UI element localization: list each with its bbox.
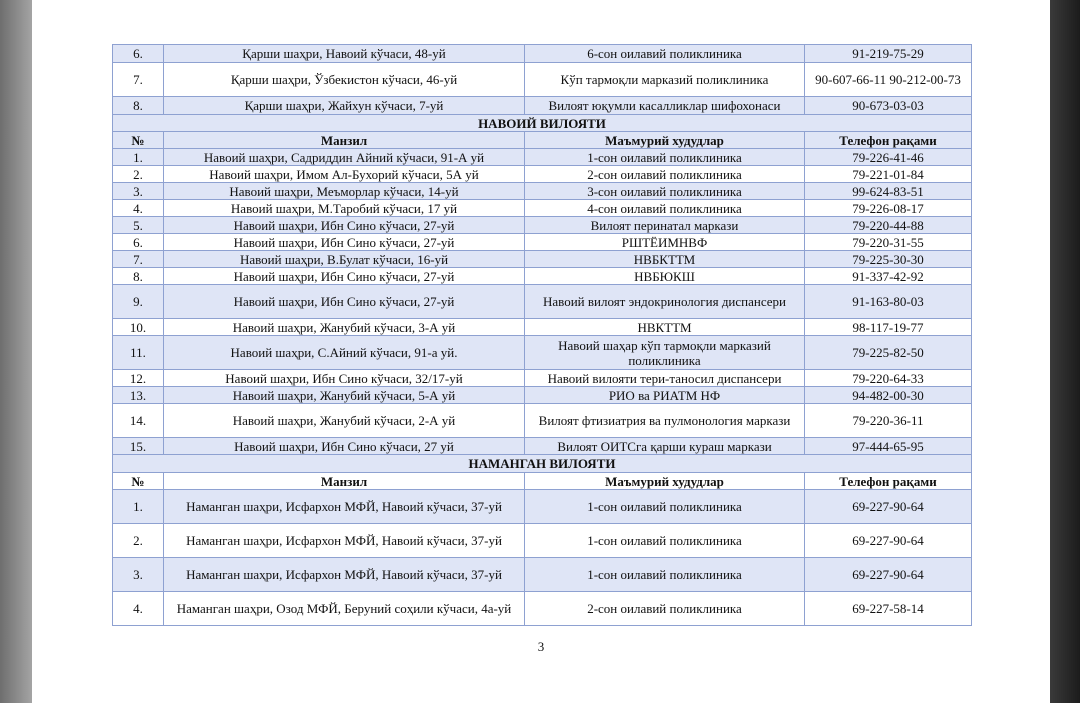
row-phone: 79-226-08-17 <box>805 200 972 217</box>
header-number: № <box>113 473 164 490</box>
region-title-navoi: НАВОИЙ ВИЛОЯТИ <box>113 115 972 132</box>
row-address: Навоий шаҳри, Жанубий кўчаси, 2-А уй <box>164 404 525 438</box>
row-address: Наманган шаҳри, Исфархон МФЙ, Навоий кўчаси, 37-уй <box>164 524 525 558</box>
row-phone: 69-227-90-64 <box>805 558 972 592</box>
table-row <box>113 285 972 319</box>
row-organization: 4-сон оилавий поликлиника <box>525 200 805 217</box>
page-shadow-left <box>0 0 32 703</box>
row-number: 3. <box>113 183 164 200</box>
row-number: 9. <box>113 285 164 319</box>
table-row <box>113 45 972 63</box>
row-number: 5. <box>113 217 164 234</box>
row-phone: 69-227-90-64 <box>805 490 972 524</box>
row-address: Навоий шаҳри, М.Таробий кўчаси, 17 уй <box>164 200 525 217</box>
polyclinic-table <box>112 44 972 626</box>
row-number: 1. <box>113 149 164 166</box>
header-phone: Телефон рақами <box>805 132 972 149</box>
row-organization: Кўп тармоқли марказий поликлиника <box>525 63 805 97</box>
row-number: 6. <box>113 234 164 251</box>
table-row <box>113 217 972 234</box>
table-row <box>113 404 972 438</box>
row-organization: НВКТТМ <box>525 319 805 336</box>
row-address: Қарши шаҳри, Жайхун кўчаси, 7-уй <box>164 97 525 115</box>
row-address: Наманган шаҳри, Озод МФЙ, Беруний соҳили кўчаси, 4а-уй <box>164 592 525 626</box>
row-phone: 94-482-00-30 <box>805 387 972 404</box>
row-phone: 69-227-58-14 <box>805 592 972 626</box>
table-row <box>113 251 972 268</box>
table-row <box>113 336 972 370</box>
header-address: Манзил <box>164 473 525 490</box>
row-number: 6. <box>113 45 164 63</box>
table-row <box>113 438 972 455</box>
header-row <box>113 132 972 149</box>
row-phone: 91-219-75-29 <box>805 45 972 63</box>
header-row <box>113 473 972 490</box>
header-phone: Телефон рақами <box>805 473 972 490</box>
row-number: 4. <box>113 200 164 217</box>
row-address: Навоий шаҳри, Меъморлар кўчаси, 14-уй <box>164 183 525 200</box>
row-phone: 90-673-03-03 <box>805 97 972 115</box>
row-address: Наманган шаҳри, Исфархон МФЙ, Навоий кўчаси, 37-уй <box>164 558 525 592</box>
row-organization: Вилоят фтизиатрия ва пулмонология маркази <box>525 404 805 438</box>
region-title-namangan: НАМАНГАН ВИЛОЯТИ <box>113 455 972 473</box>
row-number: 7. <box>113 251 164 268</box>
row-address: Навоий шаҳри, Жанубий кўчаси, 3-А уй <box>164 319 525 336</box>
row-address: Навоий шаҳри, Имом Ал-Бухорий кўчаси, 5А уй <box>164 166 525 183</box>
row-phone: 79-220-36-11 <box>805 404 972 438</box>
row-address: Навоий шаҳри, Ибн Сино кўчаси, 27-уй <box>164 234 525 251</box>
table-row <box>113 268 972 285</box>
row-number: 1. <box>113 490 164 524</box>
table-row <box>113 183 972 200</box>
table-row <box>113 97 972 115</box>
header-number: № <box>113 132 164 149</box>
row-address: Навоий шаҳри, Жанубий кўчаси, 5-А уй <box>164 387 525 404</box>
row-number: 8. <box>113 268 164 285</box>
region-heading-row <box>113 115 972 132</box>
row-phone: 90-607-66-11 90-212-00-73 <box>805 63 972 97</box>
document-page <box>32 0 1050 703</box>
row-organization: Навоий вилоят эндокринология диспансери <box>525 285 805 319</box>
row-organization: Навоий шаҳар кўп тармоқли марказий поликлиника <box>525 336 805 370</box>
row-organization: 1-сон оилавий поликлиника <box>525 524 805 558</box>
row-address: Навоий шаҳри, Садриддин Айний кўчаси, 91-А уй <box>164 149 525 166</box>
row-organization: РИО ва РИАТМ НФ <box>525 387 805 404</box>
row-phone: 91-337-42-92 <box>805 268 972 285</box>
row-address: Навоий шаҳри, Ибн Сино кўчаси, 27-уй <box>164 285 525 319</box>
row-phone: 97-444-65-95 <box>805 438 972 455</box>
table-row <box>113 200 972 217</box>
table-row <box>113 166 972 183</box>
row-number: 12. <box>113 370 164 387</box>
table-row <box>113 387 972 404</box>
row-organization: Вилоят юқумли касалликлар шифохонаси <box>525 97 805 115</box>
row-organization: 2-сон оилавий поликлиника <box>525 592 805 626</box>
row-organization: Навоий вилояти тери-таносил диспансери <box>525 370 805 387</box>
row-phone: 91-163-80-03 <box>805 285 972 319</box>
table-row <box>113 592 972 626</box>
row-phone: 79-221-01-84 <box>805 166 972 183</box>
row-organization: НВБКТТМ <box>525 251 805 268</box>
row-organization: 1-сон оилавий поликлиника <box>525 149 805 166</box>
region-heading-row <box>113 455 972 473</box>
header-organization: Маъмурий худудлар <box>525 132 805 149</box>
row-phone: 99-624-83-51 <box>805 183 972 200</box>
table-row <box>113 234 972 251</box>
header-address: Манзил <box>164 132 525 149</box>
row-organization: 6-сон оилавий поликлиника <box>525 45 805 63</box>
row-address: Наманган шаҳри, Исфархон МФЙ, Навоий кўчаси, 37-уй <box>164 490 525 524</box>
table-row <box>113 524 972 558</box>
table-row <box>113 319 972 336</box>
row-organization: 3-сон оилавий поликлиника <box>525 183 805 200</box>
row-number: 2. <box>113 524 164 558</box>
row-number: 14. <box>113 404 164 438</box>
row-organization: 1-сон оилавий поликлиника <box>525 558 805 592</box>
header-organization: Маъмурий худудлар <box>525 473 805 490</box>
row-number: 10. <box>113 319 164 336</box>
row-address: Навоий шаҳри, С.Айний кўчаси, 91-а уй. <box>164 336 525 370</box>
row-organization: Вилоят перинатал маркази <box>525 217 805 234</box>
row-number: 11. <box>113 336 164 370</box>
page-number: 3 <box>537 639 545 654</box>
row-address: Навоий шаҳри, Ибн Сино кўчаси, 27 уй <box>164 438 525 455</box>
row-number: 3. <box>113 558 164 592</box>
table-row <box>113 370 972 387</box>
table-row <box>113 490 972 524</box>
row-phone: 79-226-41-46 <box>805 149 972 166</box>
row-phone: 98-117-19-77 <box>805 319 972 336</box>
row-address: Қарши шаҳри, Ўзбекистон кўчаси, 46-уй <box>164 63 525 97</box>
row-address: Навоий шаҳри, Ибн Сино кўчаси, 27-уй <box>164 268 525 285</box>
row-number: 7. <box>113 63 164 97</box>
row-address: Навоий шаҳри, Ибн Сино кўчаси, 27-уй <box>164 217 525 234</box>
row-number: 15. <box>113 438 164 455</box>
row-number: 2. <box>113 166 164 183</box>
row-phone: 69-227-90-64 <box>805 524 972 558</box>
row-organization: Вилоят ОИТСга қарши кураш маркази <box>525 438 805 455</box>
table-row <box>113 63 972 97</box>
row-phone: 79-225-30-30 <box>805 251 972 268</box>
row-address: Навоий шаҳри, В.Булат кўчаси, 16-уй <box>164 251 525 268</box>
row-phone: 79-225-82-50 <box>805 336 972 370</box>
table-row <box>113 558 972 592</box>
row-address: Қарши шаҳри, Навоий кўчаси, 48-уй <box>164 45 525 63</box>
row-phone: 79-220-31-55 <box>805 234 972 251</box>
row-organization: 1-сон оилавий поликлиника <box>525 490 805 524</box>
row-number: 4. <box>113 592 164 626</box>
page-shadow-right <box>1050 0 1080 703</box>
row-number: 8. <box>113 97 164 115</box>
row-phone: 79-220-64-33 <box>805 370 972 387</box>
row-phone: 79-220-44-88 <box>805 217 972 234</box>
row-address: Навоий шаҳри, Ибн Сино кўчаси, 32/17-уй <box>164 370 525 387</box>
row-organization: 2-сон оилавий поликлиника <box>525 166 805 183</box>
row-organization: НВБЮКШ <box>525 268 805 285</box>
row-number: 13. <box>113 387 164 404</box>
row-organization: РШТЁИМНВФ <box>525 234 805 251</box>
table-row <box>113 149 972 166</box>
